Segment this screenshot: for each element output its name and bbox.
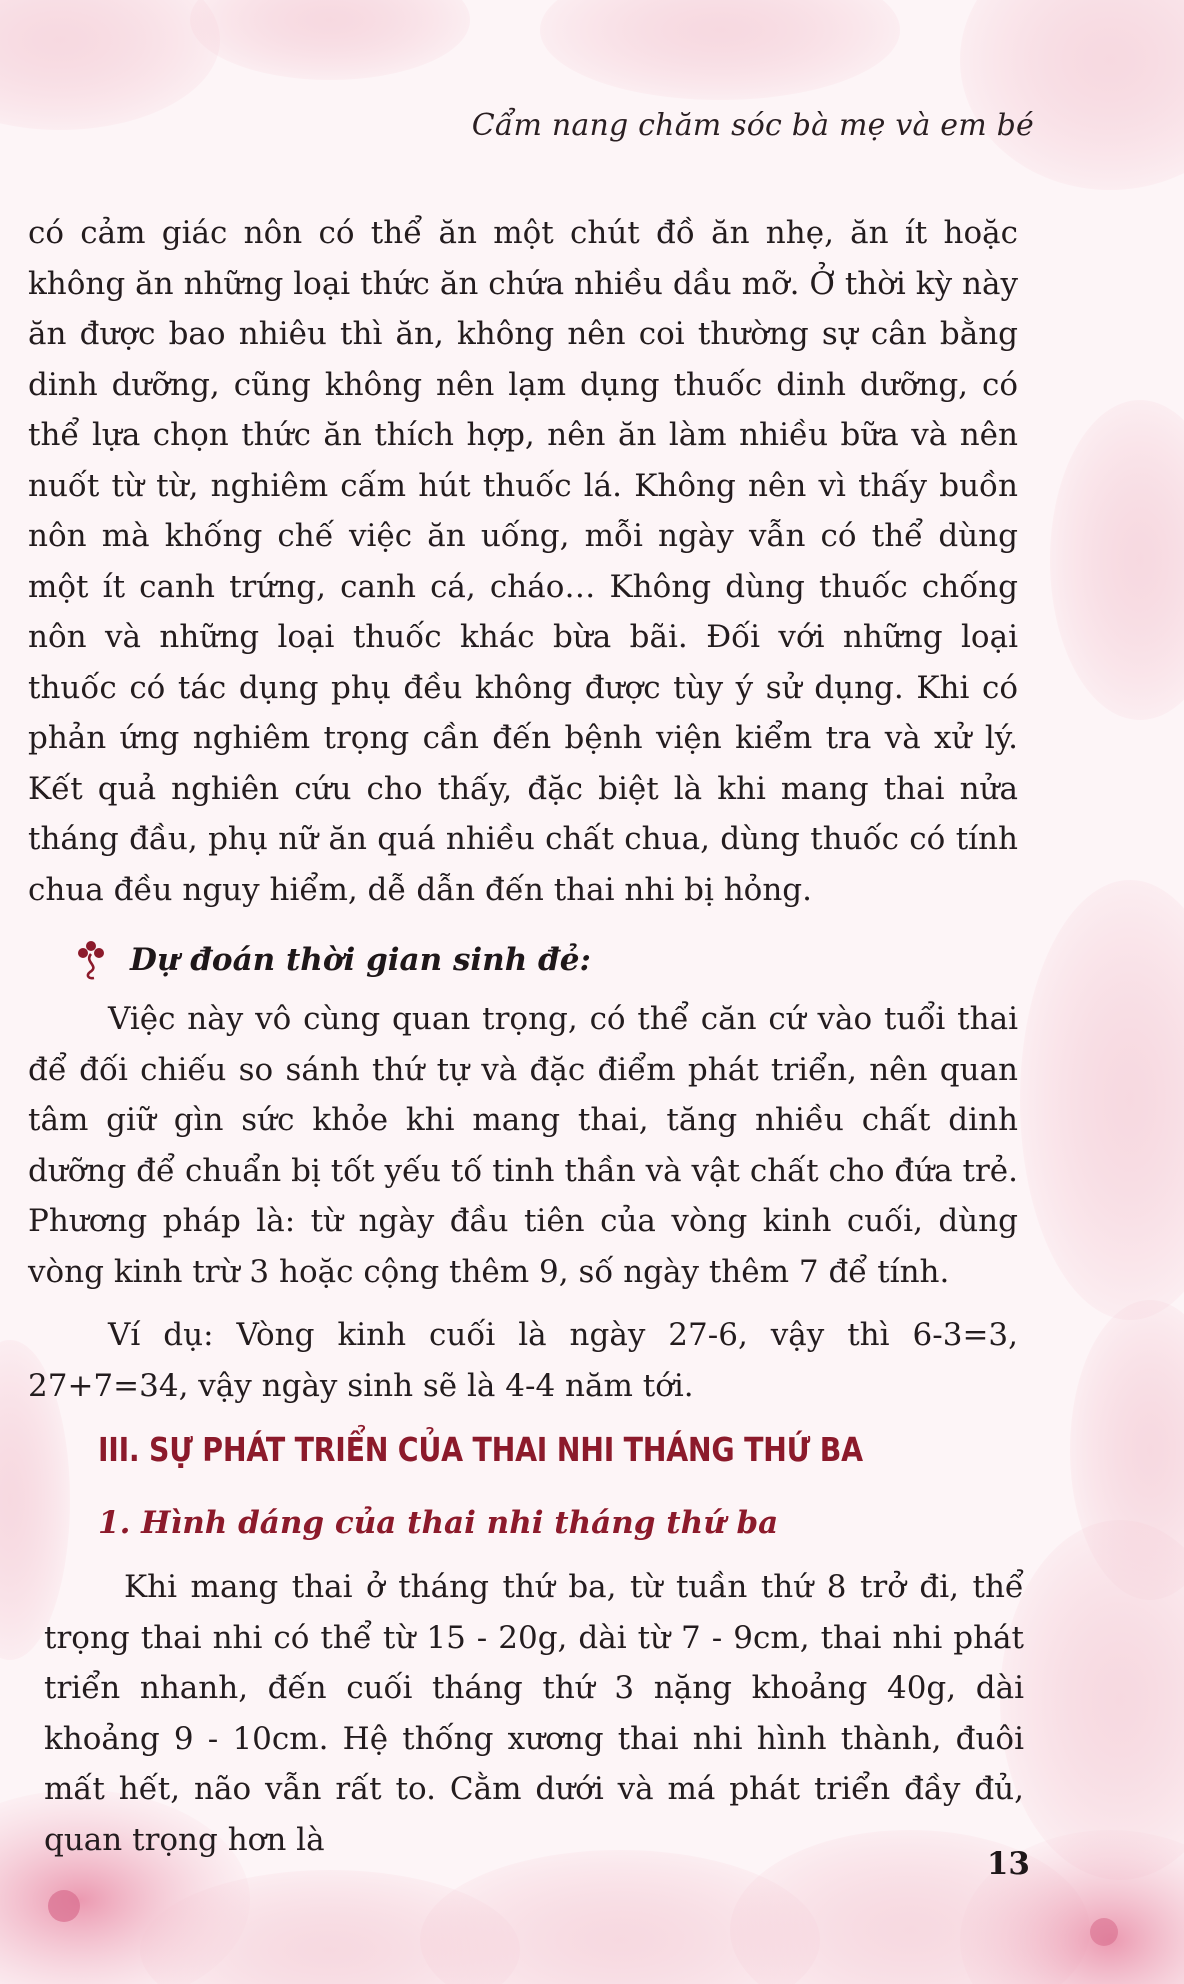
subsection-title: Dự đoán thời gian sinh đẻ:: [130, 942, 591, 978]
paragraph: Việc này vô cùng quan trọng, có thể căn cứ vào tuổi thai để đối chiếu so sánh thứ tự và đặc điểm phát triển, nên quan tâm giữ gìn sức khỏe khi mang thai, tăng nhiều chất dinh dưỡng để chuẩn bị tốt yếu tố tinh thần và vật chất cho đứa trẻ. Phương pháp là: từ ngày đầu tiên của vòng kinh cuối, dùng vòng kinh trừ 3 hoặc cộng thêm 9, số ngày thêm 7 để tính.: [28, 1001, 1018, 1290]
section-subheading: 1. Hình dáng của thai nhi tháng thứ ba: [98, 1505, 779, 1541]
page-number: 13: [986, 1846, 1030, 1882]
example-text: [28, 1310, 1018, 1411]
body-text-top: [28, 208, 1018, 915]
section-body: [44, 1562, 1024, 1865]
running-header: Cẩm nang chăm sóc bà mẹ và em bé: [471, 108, 1034, 143]
paragraph: có cảm giác nôn có thể ăn một chút đồ ăn nhẹ, ăn ít hoặc không ăn những loại thức ăn chứa nhiều dầu mỡ. Ở thời kỳ này ăn được bao nhiêu thì ăn, không nên coi thường sự cân bằng dinh dưỡng, cũng không nên lạm dụng thuốc dinh dưỡng, có thể lựa chọn thức ăn thích hợp, nên ăn làm nhiều bữa và nên nuốt từ từ, nghiêm cấm hút thuốc lá. Không nên vì thấy buồn nôn mà khống chế việc ăn uống, mỗi ngày vẫn có thể dùng một ít canh trứng, canh cá, cháo… Không dùng thuốc chống nôn và những loại thuốc khác bừa bãi. Đối với những loại thuốc có tác dụng phụ đều không được tùy ý sử dụng. Khi có phản ứng nghiêm trọng cần đến bệnh viện kiểm tra và xử lý. Kết quả nghiên cứu cho thấy, đặc biệt là khi mang thai nửa tháng đầu, phụ nữ ăn quá nhiều chất chua, dùng thuốc có tính chua đều nguy hiểm, dễ dẫn đến thai nhi bị hỏng.: [28, 215, 1018, 908]
paragraph: Khi mang thai ở tháng thứ ba, từ tuần thứ 8 trở đi, thể trọng thai nhi có thể từ 15 - 20g, dài từ 7 - 9cm, thai nhi phát triển nhanh, đến cuối tháng thứ 3 nặng khoảng 40g, dài khoảng 9 - 10cm. Hệ thống xương thai nhi hình thành, đuôi mất hết, não vẫn rất to. Cằm dưới và má phát triển đầy đủ, quan trọng hơn là: [44, 1569, 1024, 1858]
flourish-icon: [74, 940, 108, 980]
subsection-heading: [74, 940, 591, 980]
paragraph: Ví dụ: Vòng kinh cuối là ngày 27-6, vậy thì 6-3=3, 27+7=34, vậy ngày sinh sẽ là 4-4 năm tới.: [28, 1317, 1018, 1404]
subsection-body: [28, 994, 1018, 1297]
section-heading: III. SỰ PHÁT TRIỂN CỦA THAI NHI THÁNG THỨ BA: [98, 1430, 863, 1469]
